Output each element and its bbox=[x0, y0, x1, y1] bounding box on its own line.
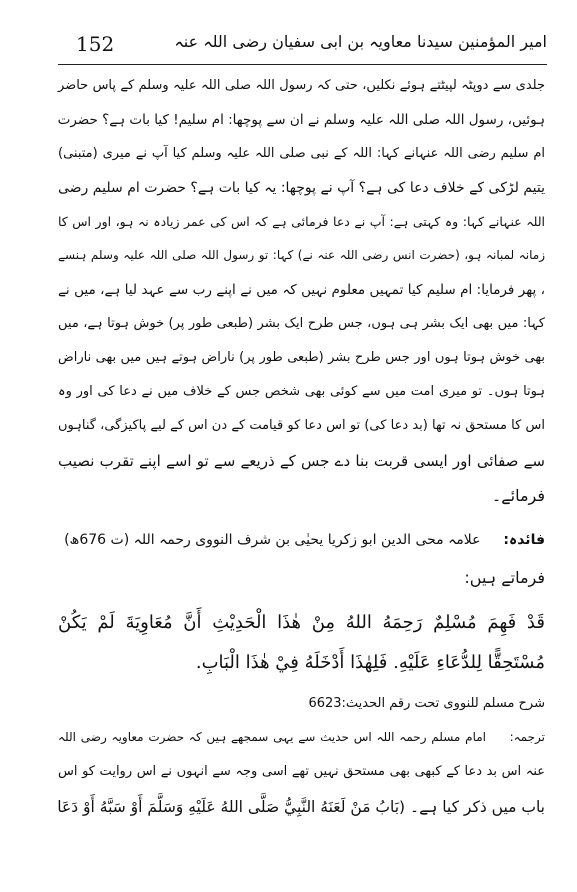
text-line: اس کا مستحق نہ تھا (بد دعا کی) تو اس دعا کو قیامت کے دن اس کے لیے پاکیزگی، گناہوں bbox=[58, 418, 545, 433]
page-body bbox=[58, 0, 545, 892]
translation-line: عنہ اس بد دعا کے کبھی بھی مستحق نہیں تھے اسی وجہ سے انہوں نے اس روایت کو اس bbox=[58, 764, 545, 779]
text-line: یتیم لڑکی کے خلاف دعا کی ہے؟ آپ نے پوچھا: یہ کیا بات ہے؟ حضرت ام سلیم رضی bbox=[58, 180, 545, 196]
text-line: سے صفائی اور ایسی قربت بنا دے جس کے ذریعے سے تو اسے اپنے تقرب نصیب bbox=[58, 452, 545, 470]
translation-label: ترجمہ: bbox=[509, 730, 545, 744]
translation-line bbox=[58, 730, 545, 744]
text-line: ، پھر فرمایا: ام سلیم کیا تمہیں معلوم نہیں کہ میں نے اپنے رب سے عہد لیا ہے، میں نے bbox=[58, 282, 545, 298]
text-line: ہوتا ہوں۔ تو میری امت میں سے کوئی بھی شخص جس کے خلاف میں نے دعا کی اور وہ bbox=[58, 384, 545, 399]
arabic-quote-line: مُسْتَحِقًّا لِلدُّعَاءِ عَلَيْهِ. فَلِهٰذَا أَدْخَلَهُ فِيْ هٰذَا الْبَابِ. bbox=[195, 652, 545, 673]
translation-line: باب میں ذکر کیا ہے۔ (بَابُ مَنْ لَعَنَهُ النَّبِيُّ صَلَّى اللهُ عَلَيْهِ وَسَلَّمَ أَوْ سَبَّهُ أَوْ دَعَا bbox=[57, 798, 545, 816]
translation-text: امام مسلم رحمہ اللہ اس حدیث سے یہی سمجھے ہیں کہ حضرت معاویہ رضی اللہ bbox=[58, 730, 486, 744]
text-line: جلدی سے دوپٹہ لپیٹتے ہوئے نکلیں، حتی کہ رسول اللہ صلی اللہ علیہ وسلم کے پاس حاضر bbox=[58, 78, 545, 93]
note-line-2: فرماتے ہیں: bbox=[464, 568, 545, 587]
text-line: ہوئیں، رسول اللہ صلی اللہ علیہ وسلم نے ان سے پوچھا: ام سلیم! کیا بات ہے؟ حضرت bbox=[57, 112, 545, 128]
text-line: ام سلیم رضی اللہ عنہانے کہا: اللہ کے نبی صلی اللہ علیہ وسلم کیا آپ نے میری (متبنی) bbox=[58, 146, 545, 161]
text-line: بھی خوش ہوتا ہوں اور جس طرح بشر (طبعی طور پر) ناراض ہوتے ہیں میں بھی ناراض bbox=[58, 350, 545, 365]
note-label: فائدہ: bbox=[503, 532, 545, 548]
note-text: علامہ محی الدین ابو زکریا یحیٰی بن شرف النووی رحمہ اللہ (ت 676ھ) bbox=[64, 532, 481, 548]
note-line bbox=[58, 532, 545, 548]
running-title: امیر المؤمنین سیدنا معاویہ بن ابی سفیان رضی اللہ عنہ bbox=[174, 32, 547, 51]
text-line: فرمائے۔ bbox=[491, 486, 545, 505]
reference-citation: شرح مسلم للنووی تحت رقم الحدیث:6623 bbox=[308, 696, 545, 711]
text-line: اللہ عنہانے کہا: وہ کہتی ہے: آپ نے دعا فرمائی ہے کہ اس کی عمر زیادہ نہ ہو، اور اس کا bbox=[58, 214, 545, 229]
text-line: کہا: میں بھی ایک بشر ہی ہوں، جس طرح ایک بشر (طبعی طور پر) خوش ہوتا ہے، میں bbox=[58, 316, 545, 331]
text-line: زمانہ لمبانہ ہو، (حضرت انس رضی اللہ عنہ نے) کہا: تو رسول اللہ صلی اللہ علیہ وسلم ہنسے bbox=[58, 248, 545, 262]
arabic-quote-line: قَدْ فَهِمَ مُسْلِمٌ رَحِمَهُ اللهُ مِنْ هٰذَا الْحَدِيْثِ أَنَّ مُعَاوِيَةَ لَمْ يَكُنْ bbox=[58, 612, 545, 633]
page-number: 152 bbox=[76, 32, 115, 56]
